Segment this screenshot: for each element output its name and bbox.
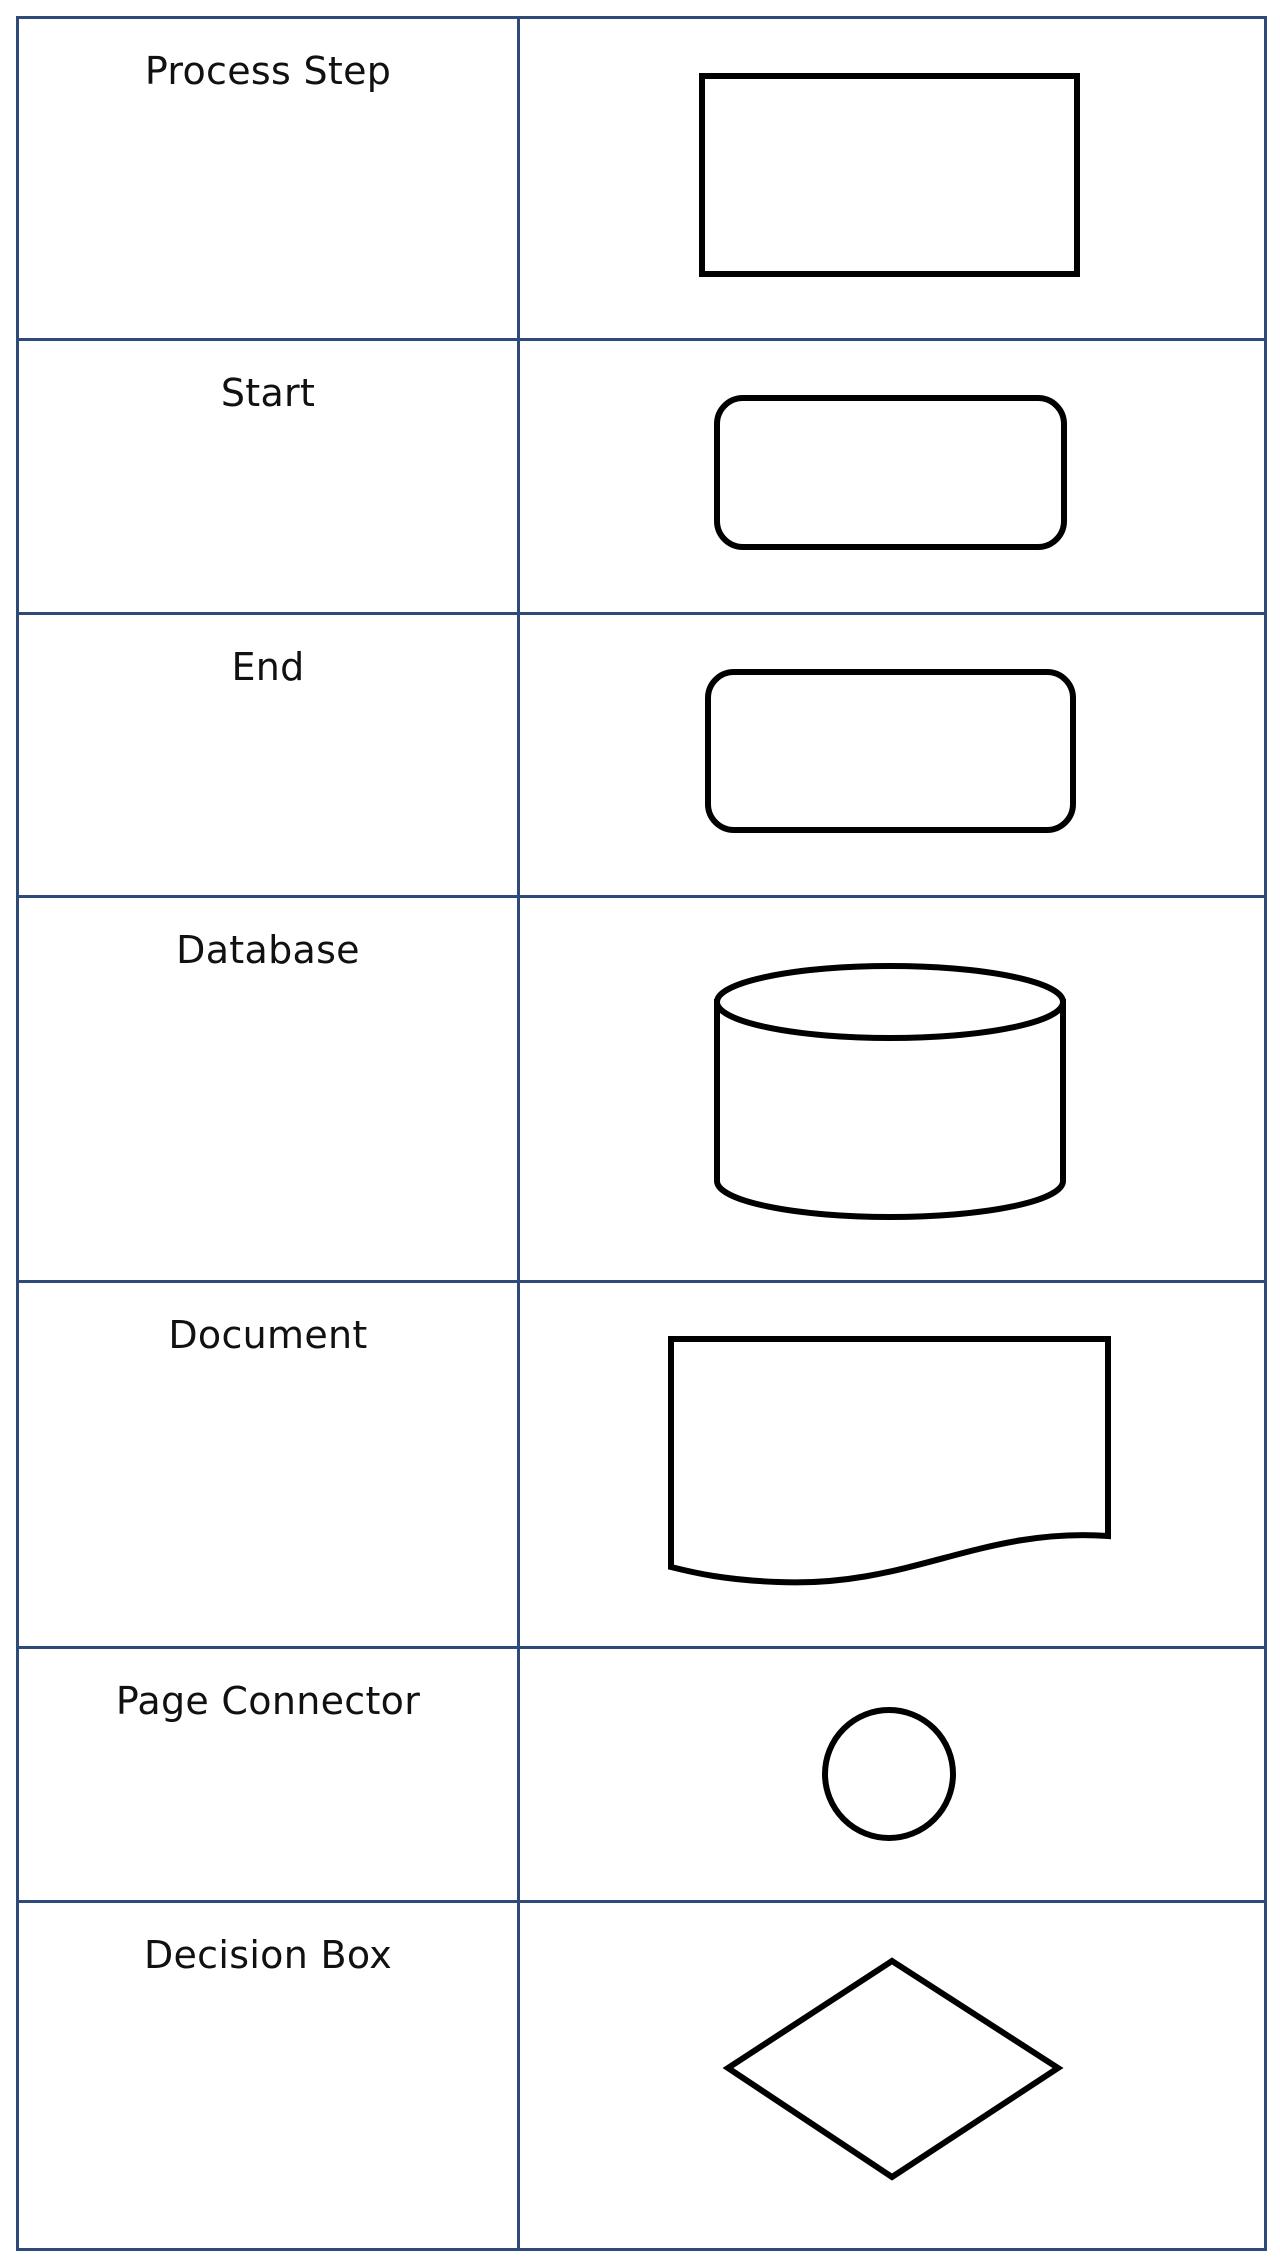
document-icon [520, 1283, 1267, 1649]
table-row [18, 18, 1266, 340]
rounded-rectangle-icon [520, 615, 1267, 898]
circle-icon [520, 1649, 1267, 1903]
flowchart-symbol-table [16, 16, 1267, 2251]
symbol-label: Document [168, 1313, 368, 1357]
table-row [18, 340, 1266, 614]
symbol-shape-cell [519, 1648, 1266, 1902]
symbol-label: End [231, 645, 305, 689]
cylinder-icon [520, 898, 1267, 1283]
diamond-icon [520, 1903, 1267, 2251]
symbol-shape-cell [519, 897, 1266, 1282]
symbol-shape-cell [519, 340, 1266, 614]
table-row [18, 1282, 1266, 1648]
symbol-label-cell [18, 18, 519, 340]
table-row [18, 1902, 1266, 2250]
symbol-label: Decision Box [143, 1933, 393, 1977]
symbol-label: Process Step [144, 49, 392, 93]
symbol-label-cell [18, 897, 519, 1282]
symbol-label-cell [18, 1282, 519, 1648]
rounded-rectangle-icon [520, 341, 1267, 615]
table-row [18, 897, 1266, 1282]
symbol-shape-cell [519, 1902, 1266, 2250]
symbol-label-cell [18, 340, 519, 614]
symbol-label: Page Connector [115, 1679, 421, 1723]
symbol-label: Database [176, 928, 360, 972]
symbol-label-cell [18, 1902, 519, 2250]
table-row [18, 1648, 1266, 1902]
symbol-label-cell [18, 1648, 519, 1902]
symbol-label-cell [18, 614, 519, 897]
symbol-shape-cell [519, 18, 1266, 340]
symbol-shape-cell [519, 1282, 1266, 1648]
table-row [18, 614, 1266, 897]
symbol-shape-cell [519, 614, 1266, 897]
rectangle-icon [520, 19, 1267, 341]
symbol-label: Start [220, 371, 316, 415]
